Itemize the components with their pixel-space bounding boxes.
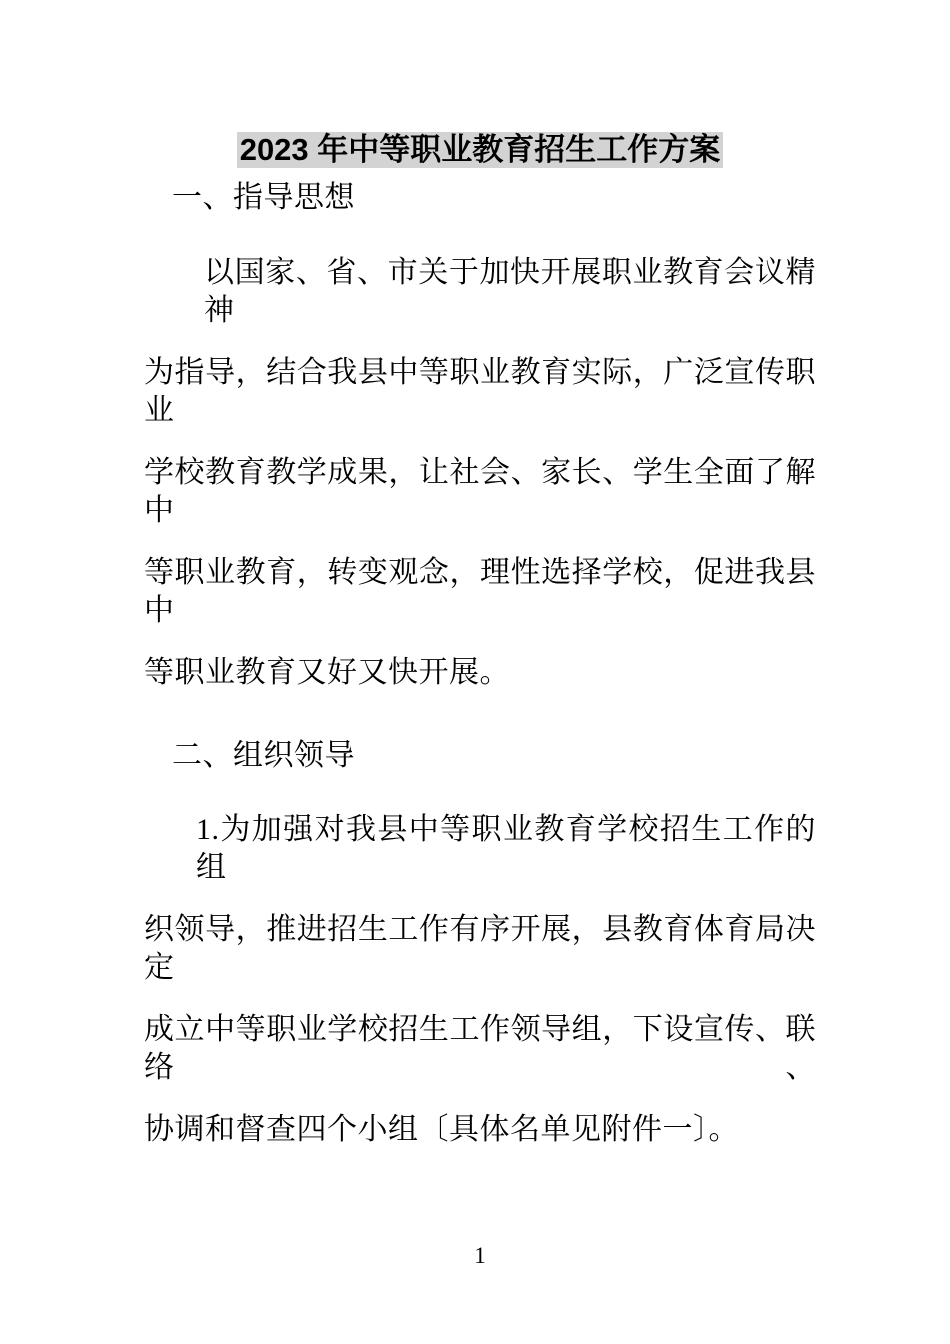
document-title: 2023 年中等职业教育招生工作方案 [237,132,724,168]
section-1-line-4: 等职业教育，转变观念，理性选择学校，促进我县中 [144,556,816,627]
section-2-heading: 二、组织领导 [172,739,355,772]
document-title-row [144,132,816,168]
section-2-line-1: 1.为加强对我县中等职业教育学校招生工作的组 [196,813,816,884]
section-1-line-3: 学校教育教学成果，让社会、家长、学生全面了解中 [144,456,816,527]
section-2-line-4: 协调和督查四个小组〔具体名单见附件一〕。 [144,1113,739,1146]
section-1-line-5: 等职业教育又好又快开展。 [144,656,510,689]
section-1-line-1: 以国家、省、市关于加快开展职业教育会议精神 [204,256,816,327]
page-number: 1 [474,1243,486,1268]
section-2-line-3: 成立中等职业学校招生工作领导组，下设宣传、联络、 [144,1013,816,1084]
section-1-heading: 一、指导思想 [172,181,355,214]
section-2-line-2: 织领导，推进招生工作有序开展，县教育体育局决定 [144,913,816,984]
section-1-line-2: 为指导，结合我县中等职业教育实际，广泛宣传职业 [144,356,816,427]
